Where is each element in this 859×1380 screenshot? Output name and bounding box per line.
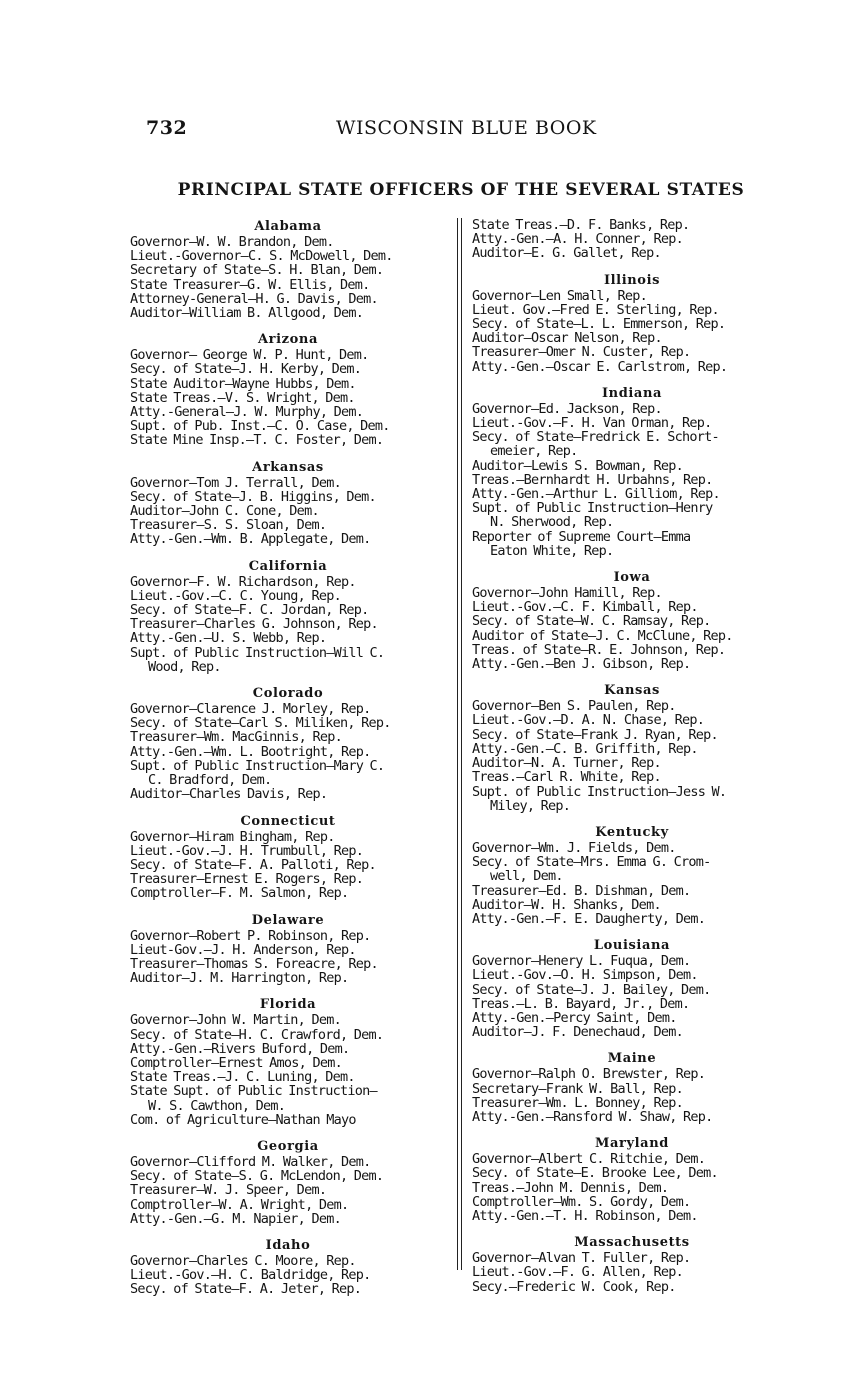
state-heading: Illinois: [603, 272, 661, 288]
officer-line: State Auditor—Wayne Hubbs, Dem.: [130, 375, 356, 392]
officer-line: Secy. of State—J. J. Bailey, Dem.: [472, 981, 711, 998]
officer-line: Atty.-Gen.—F. E. Daugherty, Dem.: [472, 910, 706, 927]
officer-line: Supt. of Public Instruction—Jess W.: [472, 783, 727, 800]
officer-line: Secy. of State—L. L. Emmerson, Rep.: [472, 316, 726, 333]
state-block: [130, 1237, 446, 1297]
officer-line: Auditor—Charles Davis, Rep.: [130, 786, 328, 803]
officer-line: Treas. of State—R. E. Johnson, Rep.: [472, 641, 726, 658]
running-head: WISCONSIN BLUE BOOK: [336, 117, 597, 139]
officer-line: Supt. of Public Instruction—Henry: [472, 500, 713, 517]
state-block: [130, 996, 446, 1127]
officer-line: Governor—Len Small, Rep.: [472, 287, 648, 304]
officer-line: Atty.-Gen.—Oscar E. Carlstrom, Rep.: [472, 358, 728, 375]
state-heading: Maryland: [595, 1136, 669, 1152]
page-title: PRINCIPAL STATE OFFICERS OF THE SEVERAL STATES: [177, 180, 745, 200]
officer-line: Lieut.-Gov.—H. C. Baldridge, Rep.: [130, 1267, 371, 1284]
officer-line: Atty.-Gen.—G. M. Napier, Dem.: [130, 1210, 341, 1227]
officer-line: Lieut.-Gov.—F. G. Allen, Rep.: [472, 1264, 683, 1281]
state-heading: Delaware: [251, 912, 325, 928]
right-column: [472, 218, 792, 1305]
officer-line: Supt. of Public Instruction—Will C.: [130, 644, 385, 661]
officer-line: Treasurer—Omer N. Custer, Rep.: [472, 344, 691, 361]
state-block: [130, 813, 446, 901]
officer-line: Governor—John W. Martin, Dem.: [130, 1012, 341, 1029]
officer-line: Secy. of State—S. G. McLendon, Dem.: [130, 1168, 384, 1185]
officer-line: State Treas.—D. F. Banks, Rep.: [472, 217, 690, 233]
officer-line: Treas.—John M. Dennis, Dem.: [472, 1179, 669, 1196]
state-heading: Florida: [259, 997, 317, 1013]
state-block: [472, 937, 792, 1039]
page-number: 732: [146, 117, 188, 139]
officer-line: Miley, Rep.: [490, 797, 571, 814]
officer-line: Secy. of State—F. A. Jeter, Rep.: [130, 1281, 362, 1298]
officer-line: Auditor—Lewis S. Bowman, Rep.: [472, 457, 683, 474]
officer-line: Secy. of State—Fredrick E. Schort-: [472, 429, 719, 446]
officer-line: State Supt. of Public Instruction—: [130, 1083, 377, 1100]
officer-line: Governor—Tom J. Terrall, Dem.: [130, 474, 341, 491]
officer-line: Treasurer—S. S. Sloan, Dem.: [130, 517, 327, 534]
state-block: [130, 218, 446, 320]
state-heading: Massachusetts: [574, 1235, 690, 1251]
state-heading: Colorado: [252, 686, 324, 702]
officer-line: Governor— George W. P. Hunt, Dem.: [130, 347, 369, 364]
officer-line: Atty.-Gen.—Arthur L. Gilliom, Rep.: [472, 486, 720, 503]
officer-line: Treasurer—Wm. L. Bonney, Rep.: [472, 1094, 683, 1111]
officer-line: Secy. of State—J. B. Higgins, Dem.: [130, 488, 376, 505]
state-block: [472, 1135, 792, 1223]
officer-line: Lieut.-Gov.—J. H. Trumbull, Rep.: [130, 842, 364, 859]
officer-line: Lieut-Gov.—J. H. Anderson, Rep.: [130, 941, 356, 958]
officer-line: State Mine Insp.—T. C. Foster, Dem.: [130, 432, 384, 449]
officer-line: Secy.—Frederic W. Cook, Rep.: [472, 1278, 676, 1295]
officer-line: Governor—Ben S. Paulen, Rep.: [472, 698, 676, 715]
officer-line: Secy. of State—E. Brooke Lee, Dem.: [472, 1165, 718, 1182]
officer-line: Reporter of Supreme Court—Emma: [472, 528, 691, 545]
state-heading: Iowa: [613, 570, 651, 586]
officer-line: Secretary—Frank W. Ball, Rep.: [472, 1080, 683, 1097]
officer-line: Governor—Hiram Bingham, Rep.: [130, 828, 335, 845]
officer-line: Atty.-Gen.—Wm. B. Applegate, Dem.: [130, 531, 371, 548]
officer-line: Governor—Charles C. Moore, Rep.: [130, 1252, 356, 1269]
officer-line: Atty.-Gen.—Ben J. Gibson, Rep.: [472, 656, 691, 673]
officer-line: Secretary of State—S. H. Blan, Dem.: [130, 262, 384, 279]
officer-line: Secy. of State—Frank J. Ryan, Rep.: [472, 726, 718, 743]
state-heading: Kentucky: [595, 824, 669, 840]
officer-line: Secy. of State—J. H. Kerby, Dem.: [130, 361, 362, 378]
officer-line: Atty.-Gen.—Rivers Buford, Dem.: [130, 1040, 350, 1057]
officer-line: Governor—Clifford M. Walker, Dem.: [130, 1153, 371, 1170]
officer-line: Governor—John Hamill, Rep.: [472, 585, 662, 602]
officer-line: Auditor—Oscar Nelson, Rep.: [472, 330, 662, 347]
officer-line: Lieut.-Gov.—O. H. Simpson, Dem.: [472, 967, 698, 984]
state-block: [130, 1138, 446, 1226]
officer-line: emeier, Rep.: [490, 443, 578, 460]
officer-line: Lieut.-Gov.—F. H. Van Orman, Rep.: [472, 415, 712, 432]
officer-line: Auditor—J. M. Harrington, Rep.: [130, 970, 349, 987]
officer-line: Treas.—L. B. Bayard, Jr., Dem.: [472, 995, 690, 1012]
officer-line: Atty.-Gen.—Ransford W. Shaw, Rep.: [472, 1108, 713, 1125]
officer-line: Secy. of State—Carl S. Miliken, Rep.: [130, 715, 391, 732]
officer-line: Auditor—W. H. Shanks, Dem.: [472, 896, 661, 913]
officer-line: Governor—Alvan T. Fuller, Rep.: [472, 1250, 691, 1267]
state-block: [472, 824, 792, 926]
officer-line: Governor—Wm. J. Fields, Dem.: [472, 839, 676, 856]
state-heading: Connecticut: [240, 813, 336, 829]
officer-line: Auditor—J. F. Denechaud, Dem.: [472, 1024, 683, 1041]
state-heading: Idaho: [265, 1237, 311, 1253]
officer-line: Atty.-General—J. W. Murphy, Dem.: [130, 404, 364, 421]
officer-line: Governor—Clarence J. Morley, Rep.: [130, 701, 371, 718]
officer-line: Supt. of Pub. Inst.—C. O. Case, Dem.: [130, 418, 390, 435]
officer-line: Governor—W. W. Brandon, Dem.: [130, 234, 334, 250]
officer-line: Lieut. Gov.—Fred E. Sterling, Rep.: [472, 301, 719, 318]
officer-line: Treasurer—Thomas S. Foreacre, Rep.: [130, 955, 378, 972]
officer-line: State Treasurer—G. W. Ellis, Dem.: [130, 276, 370, 293]
officer-line: C. Bradford, Dem.: [148, 772, 272, 789]
officer-line: Governor—Albert C. Ritchie, Dem.: [472, 1151, 706, 1168]
officer-line: Attorney-General—H. G. Davis, Dem.: [130, 290, 378, 307]
state-block: [472, 1234, 792, 1294]
officer-line: Treas.—Bernhardt H. Urbahns, Rep.: [472, 471, 713, 488]
officer-line: Auditor—William B. Allgood, Dem.: [130, 305, 364, 322]
officer-line: Secy. of State—F. C. Jordan, Rep.: [130, 602, 369, 619]
officer-line: Lieut.-Gov.—D. A. N. Chase, Rep.: [472, 712, 705, 729]
officer-line: Atty.-Gen.—T. H. Robinson, Dem.: [472, 1207, 698, 1224]
state-heading: Indiana: [601, 385, 663, 401]
state-block: [472, 682, 792, 813]
state-block: [130, 331, 446, 447]
officer-line: Lieut.-Governor—C. S. McDowell, Dem.: [130, 248, 393, 265]
officer-line: W. S. Cawthon, Dem.: [148, 1097, 286, 1114]
officer-line: N. Sherwood, Rep.: [490, 514, 614, 531]
officer-line: Lieut.-Gov.—C. C. Young, Rep.: [130, 587, 341, 604]
officer-line: Governor—Robert P. Robinson, Rep.: [130, 927, 371, 944]
officer-line: Governor—F. W. Richardson, Rep.: [130, 573, 356, 590]
officer-line: Governor—Henery L. Fuqua, Dem.: [472, 953, 691, 970]
continued-entries: [472, 218, 792, 261]
officer-line: Comptroller—F. M. Salmon, Rep.: [130, 885, 349, 902]
officer-line: Eaton White, Rep.: [490, 542, 614, 559]
officer-line: Treasurer—W. J. Speer, Dem.: [130, 1182, 327, 1199]
officer-line: Com. of Agriculture—Nathan Mayo: [130, 1111, 356, 1128]
officer-line: Atty.-Gen.—C. B. Griffith, Rep.: [472, 740, 698, 757]
state-heading: Louisiana: [593, 938, 671, 954]
officer-line: Supt. of Public Instruction—Mary C.: [130, 757, 385, 774]
officer-line: Comptroller—Wm. S. Gordy, Dem.: [472, 1193, 691, 1210]
officer-line: Auditor—N. A. Turner, Rep.: [472, 755, 661, 772]
state-heading: Georgia: [257, 1138, 319, 1154]
officer-line: Auditor—E. G. Gallet, Rep.: [472, 245, 661, 262]
column-divider: [461, 218, 462, 1270]
officer-line: Treasurer—Ernest E. Rogers, Rep.: [130, 871, 364, 888]
officer-line: Atty.-Gen.—Wm. L. Bootright, Rep.: [130, 743, 371, 760]
officer-line: Governor—Ed. Jackson, Rep.: [472, 400, 662, 417]
state-block: [472, 569, 792, 671]
officer-line: Auditor—John C. Cone, Dem.: [130, 503, 319, 520]
officer-line: Treasurer—Ed. B. Dishman, Dem.: [472, 882, 691, 899]
officer-line: Governor—Ralph O. Brewster, Rep.: [472, 1066, 706, 1083]
officer-line: State Treas.—J. C. Luning, Dem.: [130, 1069, 355, 1086]
state-heading: Arizona: [257, 332, 318, 348]
state-heading: Alabama: [254, 219, 322, 234]
state-block: [472, 1050, 792, 1124]
officer-line: Treasurer—Charles G. Johnson, Rep.: [130, 616, 378, 633]
state-block: [130, 459, 446, 547]
state-heading: Arkansas: [252, 459, 324, 475]
state-block: [130, 558, 446, 674]
state-block: [472, 272, 792, 374]
officer-line: Atty.-Gen.—U. S. Webb, Rep.: [130, 630, 327, 647]
officer-line: Wood, Rep.: [148, 658, 221, 675]
state-block: [130, 685, 446, 801]
column-divider: [457, 218, 458, 1270]
state-heading: Kansas: [604, 683, 660, 699]
officer-line: Secy. of State—H. C. Crawford, Dem.: [130, 1026, 384, 1043]
officer-line: Atty.-Gen.—Percy Saint, Dem.: [472, 1009, 677, 1026]
officer-line: Treasurer—Wm. MacGinnis, Rep.: [130, 729, 342, 746]
officer-line: Secy. of State—F. A. Palloti, Rep.: [130, 856, 376, 873]
left-column: [130, 218, 446, 1308]
officer-line: Secy. of State—Mrs. Emma G. Crom-: [472, 854, 711, 871]
officer-line: Comptroller—W. A. Wright, Dem.: [130, 1196, 349, 1213]
state-block: [472, 385, 792, 558]
officer-line: Treas.—Carl R. White, Rep.: [472, 769, 661, 786]
officer-line: Comptroller—Ernest Amos, Dem.: [130, 1054, 342, 1071]
state-heading: California: [248, 558, 328, 574]
officer-line: Atty.-Gen.—A. H. Conner, Rep.: [472, 231, 683, 248]
state-block: [130, 912, 446, 986]
state-heading: Maine: [607, 1051, 657, 1067]
officer-line: Lieut.-Gov.—C. F. Kimball, Rep.: [472, 599, 698, 616]
officer-line: Auditor of State—J. C. McClune, Rep.: [472, 627, 733, 644]
officer-line: Secy. of State—W. C. Ramsay, Rep.: [472, 613, 711, 630]
officer-line: well, Dem.: [490, 868, 563, 885]
officer-line: State Treas.—V. S. Wright, Dem.: [130, 389, 355, 406]
